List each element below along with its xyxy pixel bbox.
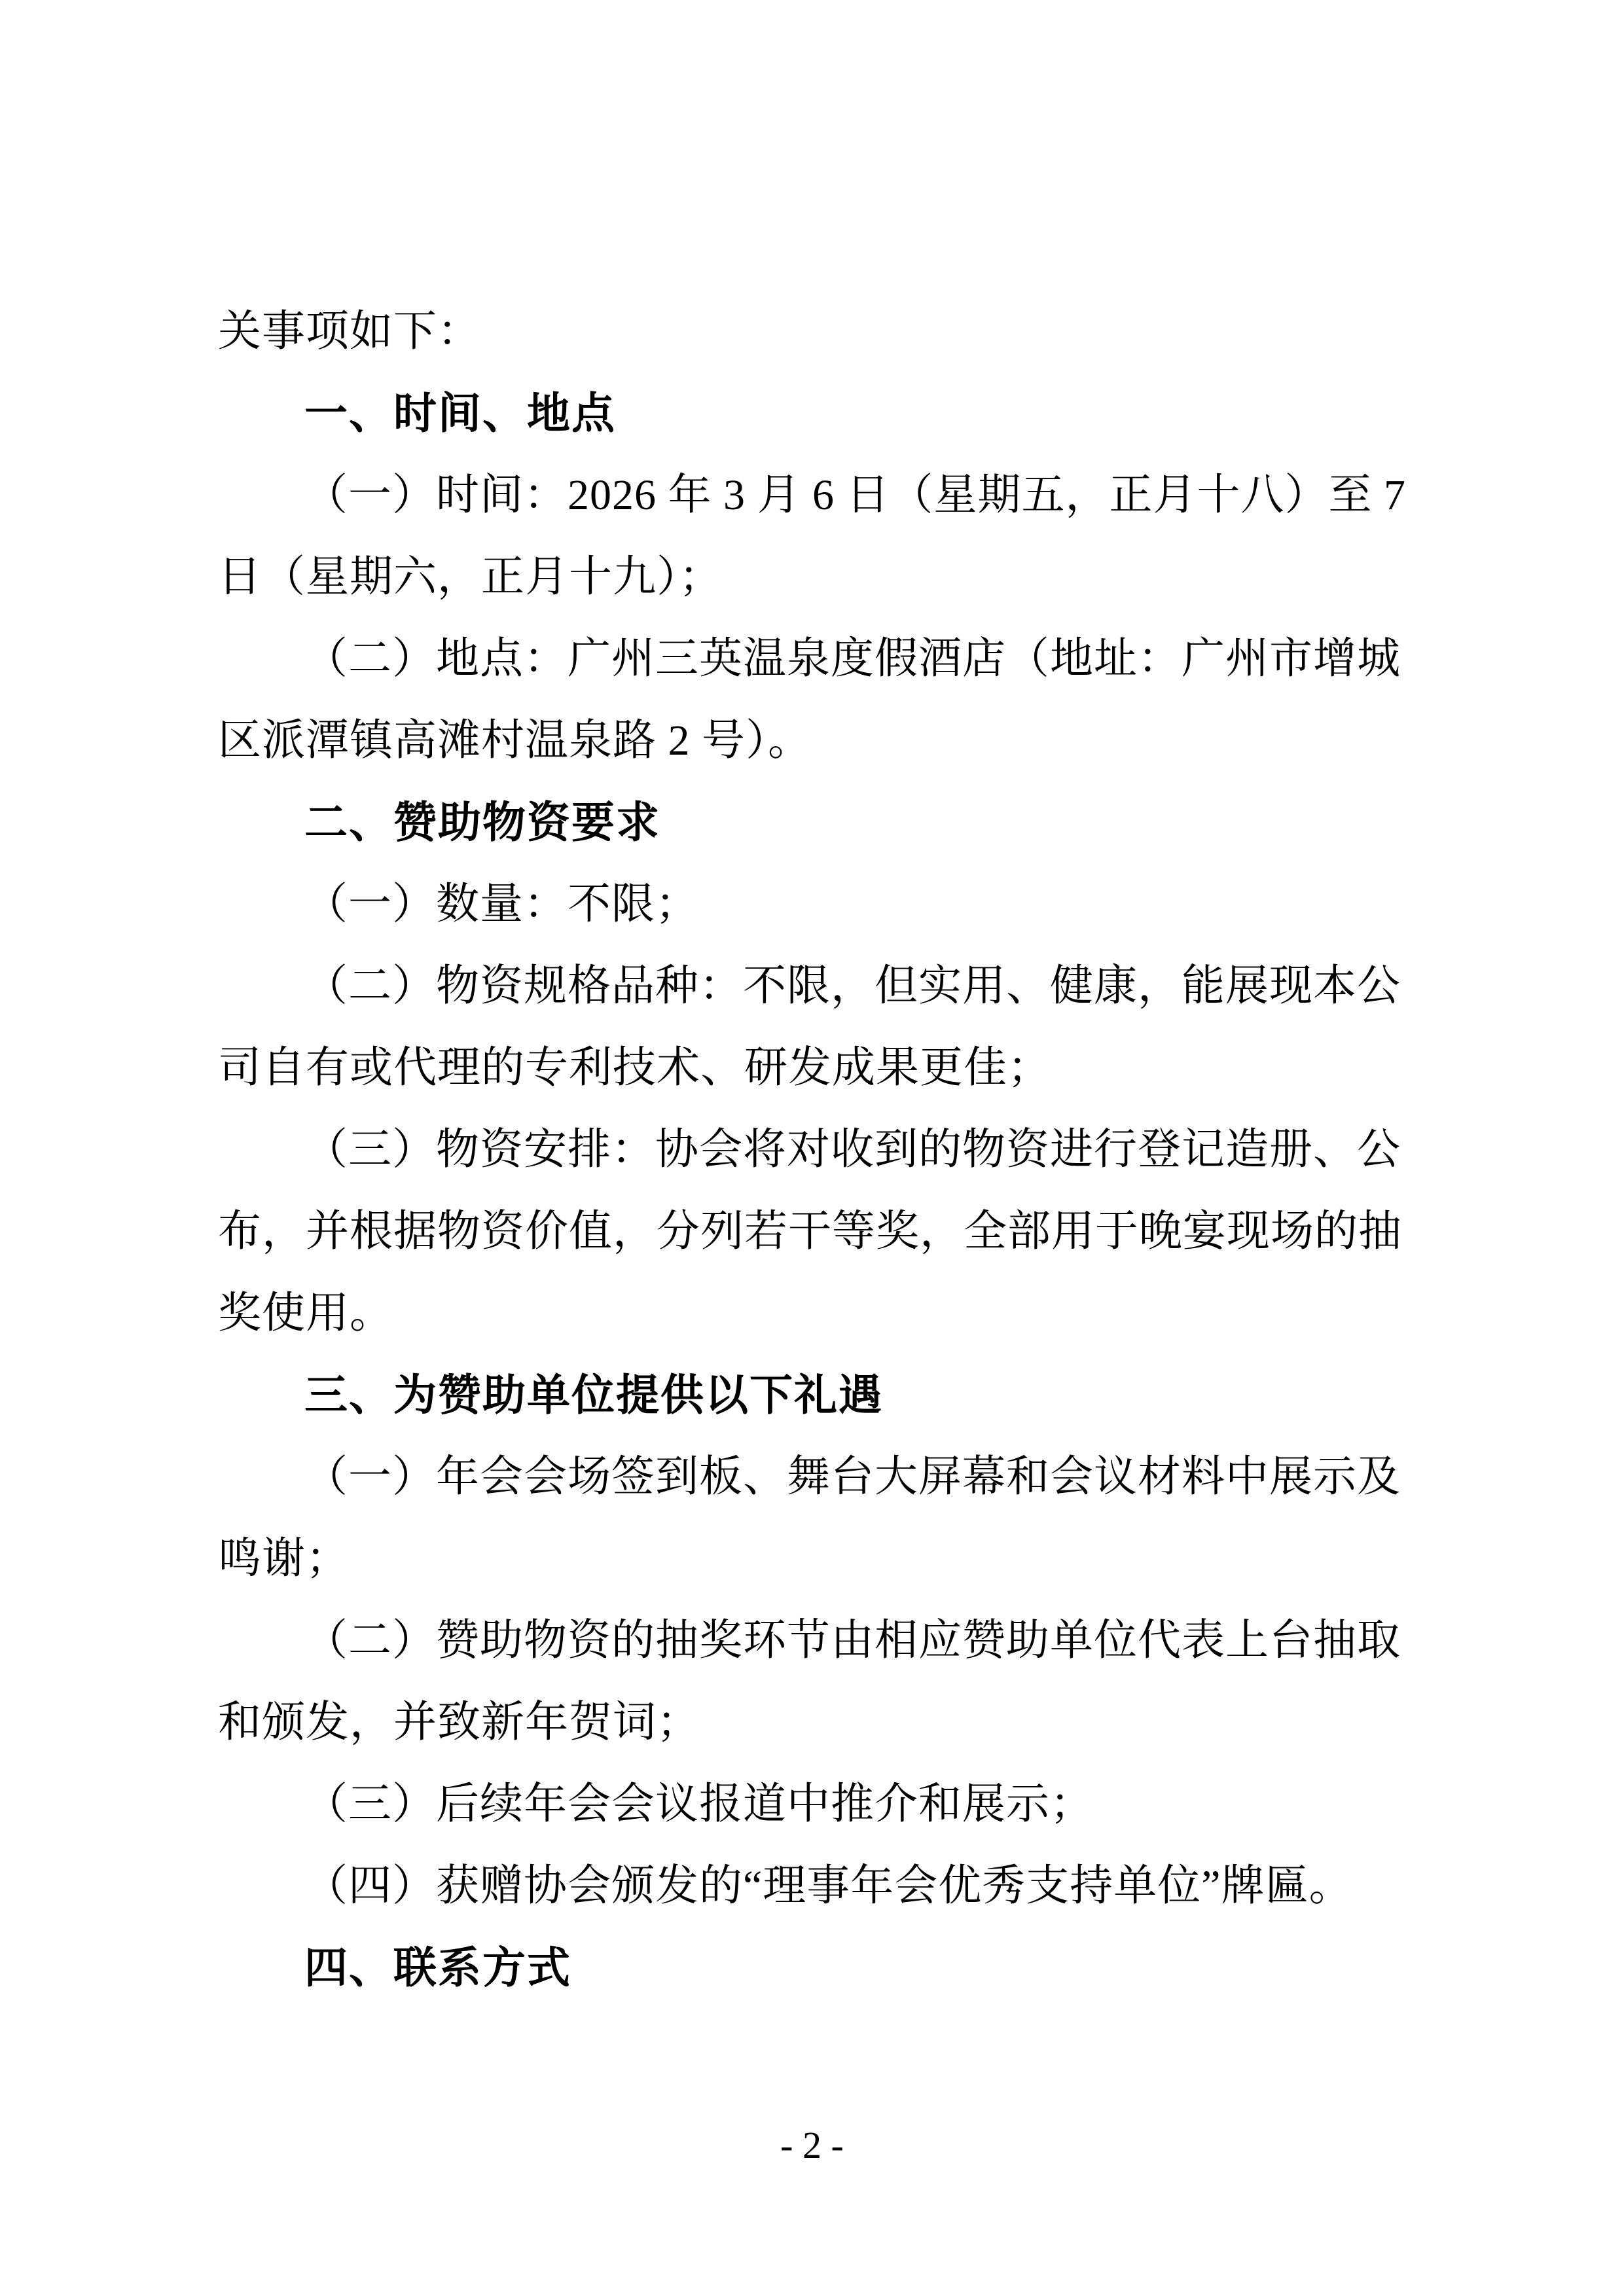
paragraph-line: 日（星期六，正月十九）； xyxy=(218,553,723,601)
paragraph-line: （二）物资规格品种：不限，但实用、健康，能展现本公 xyxy=(304,962,1401,1010)
paragraph-line: 区派潭镇高滩村温泉路 2 号）。 xyxy=(218,717,812,764)
paragraph-line: （二）赞助物资的抽奖环节由相应赞助单位代表上台抽取 xyxy=(304,1617,1401,1664)
paragraph-line: （三）后续年会会议报道中推介和展示； xyxy=(304,1780,1094,1828)
paragraph-line: 司自有或代理的专利技术、研发成果更佳； xyxy=(218,1044,1051,1092)
section-heading-4: 四、联系方式 xyxy=(304,1943,571,1992)
paragraph-line: （一）年会会场签到板、舞台大屏幕和会议材料中展示及 xyxy=(304,1453,1401,1501)
paragraph-line: 鸣谢； xyxy=(218,1535,350,1583)
paragraph-line: 奖使用。 xyxy=(218,1289,393,1337)
paragraph-line: 和颁发，并致新年贺词； xyxy=(218,1698,700,1746)
section-heading-2: 二、赞助物资要求 xyxy=(304,798,660,846)
section-heading-1: 一、时间、地点 xyxy=(304,389,616,437)
section-heading-3: 三、为赞助单位提供以下礼遇 xyxy=(304,1371,883,1419)
paragraph-line: （一）数量：不限； xyxy=(304,880,699,928)
paragraph-line: （三）物资安排：协会将对收到的物资进行登记造册、公 xyxy=(304,1126,1401,1174)
paragraph-line: （一）时间：2026 年 3 月 6 日（星期五，正月十八）至 7 xyxy=(304,471,1406,519)
page-number: - 2 - xyxy=(780,2124,844,2166)
document-body xyxy=(218,291,1407,2009)
paragraph-line: 布，并根据物资价值，分列若干等奖，全部用于晚宴现场的抽 xyxy=(218,1208,1402,1255)
paragraph-line: （四）获赠协会颁发的“理事年会优秀支持单位”牌匾。 xyxy=(304,1862,1353,1910)
paragraph-line: 关事项如下： xyxy=(218,308,481,355)
paragraph-line: （二）地点：广州三英温泉度假酒店（地址：广州市增城 xyxy=(304,635,1401,683)
